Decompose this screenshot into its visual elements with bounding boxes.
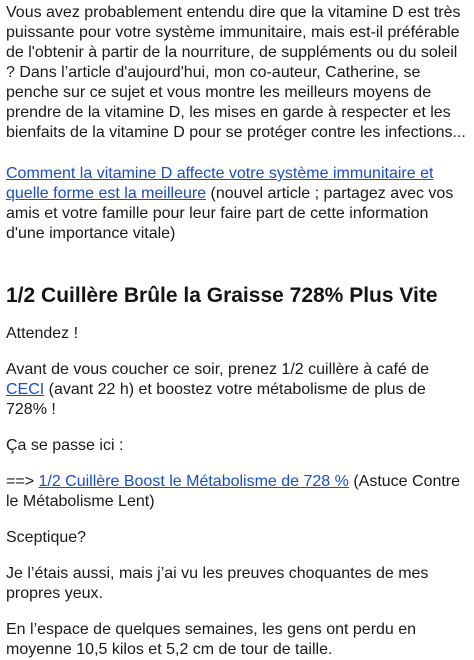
- boost-paragraph: [6, 472, 468, 512]
- share-paragraph: [6, 164, 468, 244]
- boost-metabolism-link[interactable]: 1/2 Cuillère Boost le Métabolisme de 728 %: [38, 473, 349, 490]
- attendez-text: Attendez !: [6, 325, 79, 342]
- results-paragraph: En l’espace de quelques semaines, les gens ont perdu en moyenne 10,5 kilos et 5,2 cm de tour de taille.: [6, 621, 417, 658]
- intro-paragraph: Vous avez probablement entendu dire que la vitamine D est très puissante pour votre système immunitaire, mais est-il préférable de l'obtenir à partir de la nourriture, de suppléments ou du soleil ? Dans l’article d'aujourd'hui, mon co-auteur, Catherine, se penche sur ce sujet et vous montre les meilleurs moyens de prendre de la vitamine D, les mises en garde à respecter et les bienfaits de la vitamine D pour se protéger contre les infections...: [6, 4, 466, 141]
- skeptic-confession: Je l’étais aussi, mais j’ai vu les preuves choquantes de mes propres yeux.: [6, 565, 429, 602]
- sceptique-text: Sceptique?: [6, 529, 87, 546]
- boost-text-after: (Astuce Contre le Métabolisme Lent): [6, 473, 461, 510]
- arrow-text: ==>: [6, 473, 39, 490]
- bedtime-paragraph: [6, 360, 468, 420]
- share-text: (nouvel article ; partagez avec vos amis et votre famille pour leur faire part de cette information d'une importance vitale): [6, 185, 454, 242]
- bedtime-text-before: Avant de vous coucher ce soir, prenez 1/2 cuillère à café de: [6, 361, 430, 378]
- vitamin-d-article-link[interactable]: Comment la vitamine D affecte votre système immunitaire et quelle forme est la meilleure: [6, 165, 434, 202]
- promo-headline: 1/2 Cuillère Brûle la Graisse 728% Plus Vite: [6, 284, 438, 307]
- ceci-link[interactable]: CECI: [6, 381, 45, 398]
- here-text: Ça se passe ici :: [6, 437, 124, 454]
- bedtime-text-after: (avant 22 h) et boostez votre métabolisme de plus de 728% !: [6, 381, 426, 418]
